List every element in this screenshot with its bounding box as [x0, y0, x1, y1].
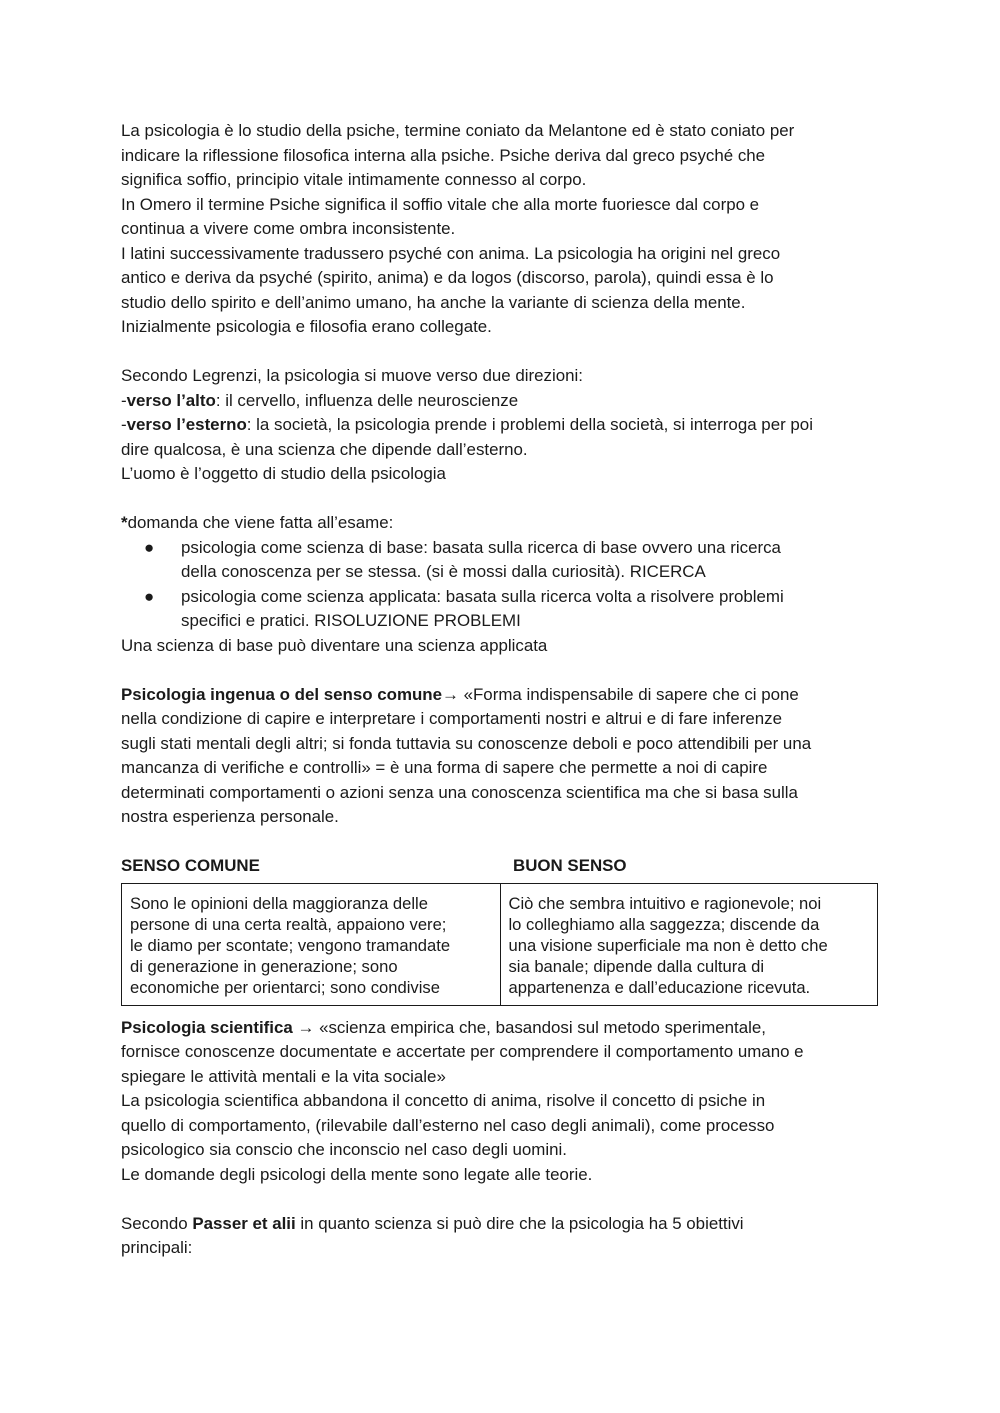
cell-buon-senso: [500, 884, 878, 1005]
text-line: della conoscenza per se stessa. (si è mossi dalla curiosità). RICERCA: [181, 562, 706, 581]
text-line: economiche per orientarci; sono condivise: [130, 978, 440, 998]
list-item: [121, 585, 881, 634]
text-line: quello di comportamento, (rilevabile dall’esterno nel caso degli animali), come processo: [121, 1115, 775, 1135]
scientifica-section: [121, 1016, 881, 1188]
dash: -: [121, 415, 127, 434]
text-line: spiegare le attività mentali e la vita sociale»: [121, 1066, 446, 1086]
ingenua-title: Psicologia ingenua o del senso comune: [121, 684, 442, 704]
dash: -: [121, 390, 127, 410]
direction-out: [121, 413, 881, 438]
text-line: psicologia come scienza applicata: basata sulla ricerca volta a risolvere problemi: [181, 586, 784, 606]
text-line: lo colleghiamo alla saggezza; discende da: [508, 914, 820, 934]
exam-intro: [121, 511, 881, 536]
text-line: studio dello spirito e dell’animo umano, ha anche la variante di scienza della mente.: [121, 292, 746, 312]
text-line: Sono le opinioni della maggioranza delle: [130, 893, 428, 913]
text-line: psicologia come scienza di base: basata sulla ricerca di base ovvero una ricerca: [181, 537, 781, 557]
text-line: sugli stati mentali degli altri; si fonda tuttavia su conoscenze deboli e poco attendibili per una: [121, 733, 812, 753]
ingenua-first-line: [121, 683, 881, 708]
text-line: persone di una certa realtà, appaiono vere;: [130, 914, 447, 934]
ingenua-section: [121, 683, 881, 830]
text-line: La psicologia è lo studio della psiche, termine coniato da Melantone ed è stato coniato per: [121, 121, 795, 140]
direction-out-text: : la società, la psicologia prende i problemi della società, si interroga per poi: [246, 415, 813, 434]
text-line: Ciò che sembra intuitivo e ragionevole; noi: [508, 893, 822, 913]
text-line: continua a vivere come ombra inconsistente.: [121, 219, 456, 238]
text-line: nostra esperienza personale.: [121, 807, 339, 826]
text-line: le diamo per scontate; vengono tramandate: [130, 935, 451, 955]
document-page: [121, 119, 881, 1261]
header-buon-senso: BUON SENSO: [513, 856, 627, 875]
bullet-icon: ●: [144, 537, 155, 557]
direction-up-text: : il cervello, influenza delle neuroscienze: [215, 390, 519, 410]
ingenua-text: → «Forma indispensabile di sapere che ci pone: [442, 684, 799, 704]
text-line: Le domande degli psicologi della mente sono legate alle teorie.: [121, 1164, 593, 1184]
scientifica-first-line: [121, 1016, 881, 1041]
passer-text: in quanto scienza si può dire che la psicologia ha 5 obiettivi: [295, 1213, 744, 1233]
passer-section: [121, 1212, 881, 1261]
passer-prefix: Secondo: [121, 1213, 193, 1233]
exam-closing: Una scienza di base può diventare una scienza applicata: [121, 635, 548, 655]
direction-up: [121, 389, 881, 414]
comparison-table: [121, 883, 878, 1006]
bullet-list: [121, 536, 881, 634]
text-line: psicologico sia conscio che inconscio nel caso degli uomini.: [121, 1140, 567, 1160]
legrenzi-section: [121, 364, 881, 487]
exam-section: [121, 511, 881, 658]
direction-out-label: verso l’esterno: [126, 415, 247, 434]
text-line: determinati comportamenti o azioni senza una conoscenza scientifica ma che si basa sulla: [121, 782, 798, 802]
legrenzi-closing: L’uomo è l’oggetto di studio della psicologia: [121, 464, 446, 483]
intro-paragraph: [121, 119, 881, 340]
header-senso-comune: SENSO COMUNE: [121, 856, 260, 875]
exam-intro-text: domanda che viene fatta all’esame:: [127, 513, 394, 532]
text-line: indicare la riflessione filosofica interna alla psiche. Psiche deriva dal greco psyché che: [121, 145, 766, 165]
text-line: principali:: [121, 1238, 193, 1258]
text-line: sia banale; dipende dalla cultura di: [508, 957, 765, 977]
asterisk: *: [121, 513, 128, 532]
text-line: di generazione in generazione; sono: [130, 957, 398, 977]
text-line: Inizialmente psicologia e filosofia erano collegate.: [121, 317, 492, 336]
list-item: [121, 536, 881, 585]
scientifica-title: Psicologia scientifica: [121, 1017, 293, 1037]
text-line: una visione superficiale ma non è detto che: [508, 935, 828, 955]
text-line: appartenenza e dall’educazione ricevuta.: [508, 978, 811, 998]
text-line: mancanza di verifiche e controlli» = è una forma di sapere che permette a noi di capire: [121, 758, 768, 777]
cell-senso-comune: [122, 884, 500, 1005]
text-line: I latini successivamente tradussero psyché con anima. La psicologia ha origini nel greco: [121, 243, 781, 263]
text-line: antico e deriva da psyché (spirito, anima) e da logos (discorso, parola), quindi essa è lo: [121, 268, 774, 287]
direction-up-label: verso l’alto: [126, 390, 216, 410]
text-line: nella condizione di capire e interpretare i comportamenti nostri e altrui e di fare inferenze: [121, 709, 782, 728]
text-line: specifici e pratici. RISOLUZIONE PROBLEMI: [181, 611, 521, 630]
text-line: fornisce conoscenze documentate e accertate per comprendere il comportamento umano e: [121, 1042, 804, 1062]
table-header: [121, 854, 881, 879]
text-line: In Omero il termine Psiche significa il soffio vitale che alla morte fuoriesce dal corpo e: [121, 194, 760, 214]
comparison-table-section: [121, 854, 881, 1006]
direction-out-cont: dire qualcosa, è una scienza che dipende dall’esterno.: [121, 439, 528, 459]
legrenzi-intro: Secondo Legrenzi, la psicologia si muove verso due direzioni:: [121, 366, 583, 385]
text-line: La psicologia scientifica abbandona il concetto di anima, risolve il concetto di psiche in: [121, 1091, 766, 1111]
bullet-icon: ●: [144, 586, 155, 606]
text-line: significa soffio, principio vitale intimamente connesso al corpo.: [121, 170, 587, 189]
passer-authors: Passer et alii: [192, 1213, 296, 1233]
scientifica-text: → «scienza empirica che, basandosi sul metodo sperimentale,: [292, 1017, 766, 1037]
passer-first-line: [121, 1212, 881, 1237]
